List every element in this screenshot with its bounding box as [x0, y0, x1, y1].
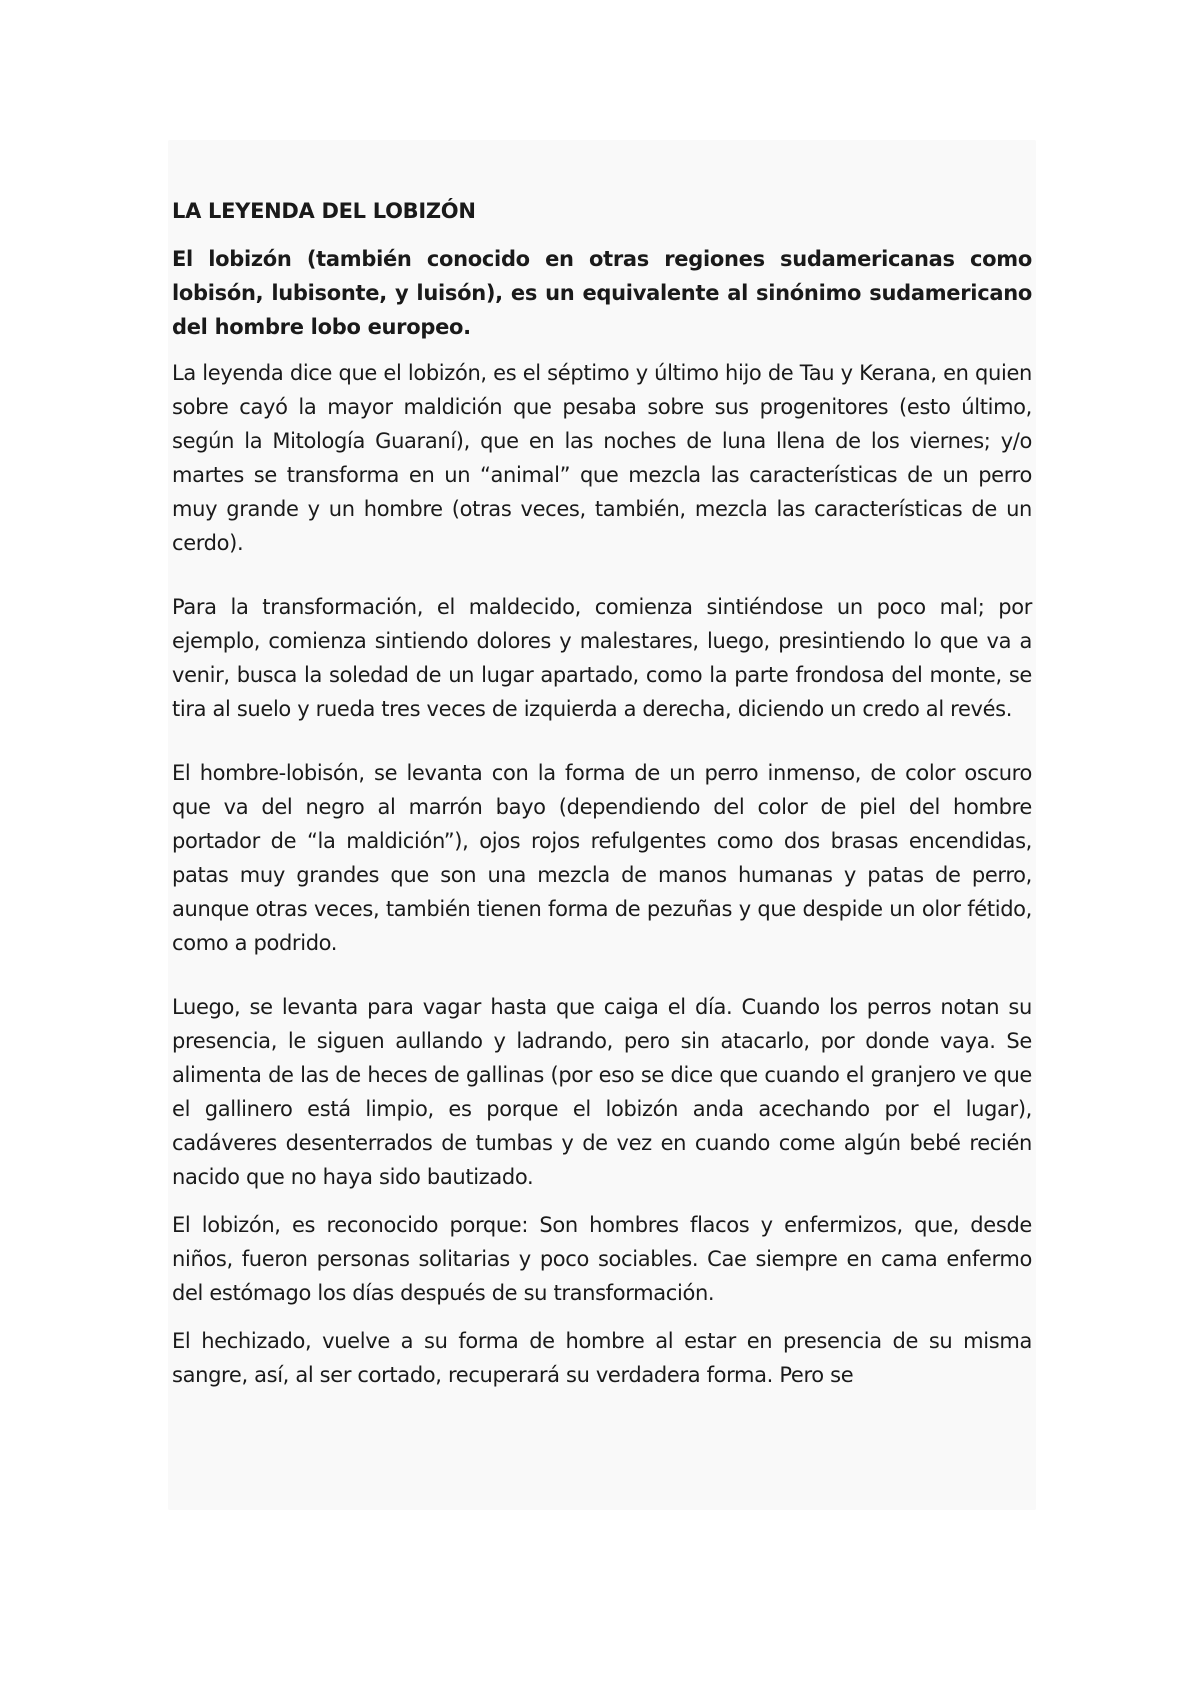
paragraph-transformation: Para la transformación, el maldecido, comienza sintiéndose un poco mal; por ejemplo, comienza sintiendo dolores y malestares, luego, presintiendo lo que va a venir, busca la soledad de un lugar apartado, como la parte frondosa del monte, se tira al suelo y rueda tres veces de izquierda a derecha, diciendo un credo al revés.: [172, 595, 1032, 721]
paragraph-cure: El hechizado, vuelve a su forma de hombre al estar en presencia de su misma sangre, así, al ser cortado, recuperará su verdadera forma. Pero se: [172, 1329, 1032, 1387]
paragraph-origin: La leyenda dice que el lobizón, es el séptimo y último hijo de Tau y Kerana, en quien sobre cayó la mayor maldición que pesaba sobre sus progenitores (esto último, según la Mitología Guaraní), que en las noches de luna llena de los viernes; y/o martes se transforma en un “animal” que mezcla las características de un perro muy grande y un hombre (otras veces, también, mezcla las características de un cerdo).: [172, 361, 1032, 555]
document-title: LA LEYENDA DEL LOBIZÓN: [172, 199, 476, 223]
text-column: [172, 194, 1032, 1422]
paragraph-appearance: El hombre-lobisón, se levanta con la forma de un perro inmenso, de color oscuro que va del negro al marrón bayo (dependiendo del color de piel del hombre portador de “la maldición”), ojos rojos refulgentes como dos brasas encendidas, patas muy grandes que son una mezcla de manos humanas y patas de perro, aunque otras veces, también tienen forma de pezuñas y que despide un olor fétido, como a podrido.: [172, 761, 1032, 955]
paragraph-recognition: El lobizón, es reconocido porque: Son hombres flacos y enfermizos, que, desde niños, fueron personas solitarias y poco sociables. Cae siempre en cama enfermo del estómago los días después de su transformación.: [172, 1213, 1032, 1305]
paragraph-behavior: Luego, se levanta para vagar hasta que caiga el día. Cuando los perros notan su presencia, le siguen aullando y ladrando, pero sin atacarlo, por donde vaya. Se alimenta de las de heces de gallinas (por eso se dice que cuando el granjero ve que el gallinero está limpio, es porque el lobizón anda acechando por el lugar), cadáveres desenterrados de tumbas y de vez en cuando come algún bebé recién nacido que no haya sido bautizado.: [172, 995, 1032, 1189]
lead-paragraph: El lobizón (también conocido en otras regiones sudamericanas como lobisón, lubisonte, y luisón), es un equivalente al sinónimo sudamericano del hombre lobo europeo.: [172, 247, 1032, 339]
